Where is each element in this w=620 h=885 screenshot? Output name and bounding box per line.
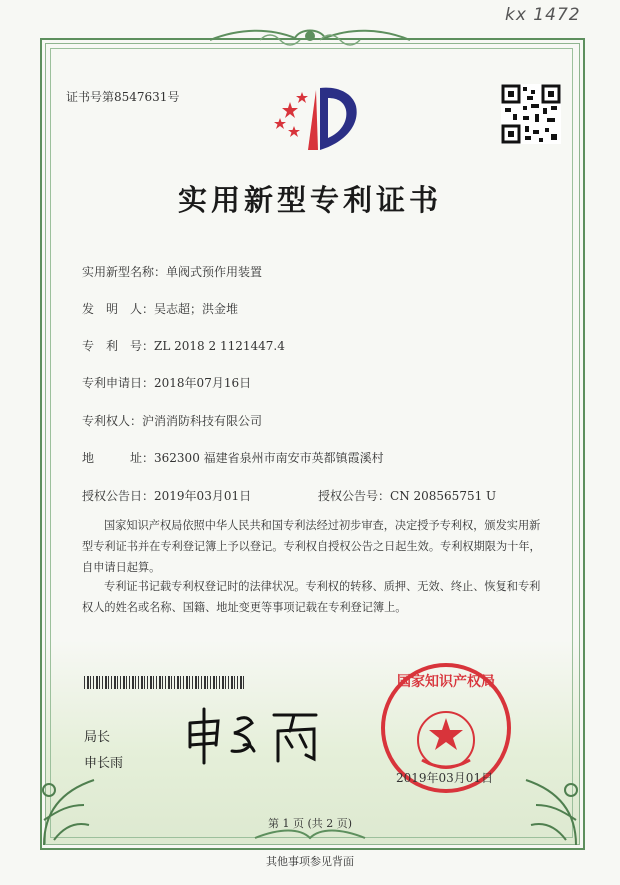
utility-model-name-row (82, 263, 262, 280)
director-signature (182, 705, 342, 767)
handwritten-note: kx 1472 (505, 5, 581, 25)
director-title: 局长 (84, 730, 111, 745)
utility-model-name: 单阀式预作用装置 (166, 265, 263, 279)
field-label: 授权公告号： (318, 489, 391, 503)
patent-number-row (82, 337, 285, 354)
field-label: 专利申请日： (82, 376, 155, 390)
field-label: 实用新型名称： (82, 265, 167, 279)
patent-office-logo-icon (268, 84, 363, 154)
grant-date: 2019年03月01日 (154, 489, 252, 503)
patent-holder: 沪消消防科技有限公司 (142, 414, 263, 428)
grant-statement: 国家知识产权局依照中华人民共和国专利法经过初步审查，决定授予专利权，颁发实用新型专利证书并在专利登记簿上予以登记。专利权自授权公告之日起生效。专利权期限为十年，自申请日起算。 (82, 519, 541, 574)
back-page-note: 其他事项参见背面 (266, 855, 354, 868)
grant-publication-number: CN 208565751 U (390, 489, 497, 503)
certificate-number: 证书号第8547631号 (66, 90, 180, 104)
certificate-title: 实用新型专利证书 (177, 183, 442, 217)
field-label: 发 明 人： (82, 302, 155, 316)
address-row (82, 449, 384, 466)
barcode (84, 676, 244, 689)
application-date-row (82, 374, 251, 391)
patent-number: ZL 2018 2 1121447.4 (154, 339, 285, 353)
field-label: 专 利 号： (82, 339, 155, 353)
qr-code-icon (501, 84, 561, 144)
seal-text: 国家知识产权局 (397, 674, 495, 690)
top-ornament (200, 26, 420, 56)
field-label: 地 址： (82, 451, 155, 465)
patent-holder-row (82, 412, 262, 429)
corner-ornament-right (506, 750, 586, 850)
page-indicator: 第 1 页 (共 2 页) (267, 817, 353, 830)
grant-date-row (82, 487, 251, 504)
inventor-row (82, 300, 238, 317)
address: 362300 福建省泉州市南安市英都镇霞溪村 (154, 451, 384, 465)
application-date: 2018年07月16日 (154, 376, 252, 390)
field-label: 授权公告日： (82, 489, 155, 503)
field-label: 专利权人： (82, 414, 143, 428)
legal-status-note: 专利证书记载专利权登记时的法律状况。专利权的转移、质押、无效、终止、恢复和专利权人的姓名或名称、国籍、地址变更等事项记载在专利登记簿上。 (82, 580, 541, 614)
grant-number-row (318, 487, 496, 504)
inventor-names: 吴志超；洪金堆 (154, 302, 239, 316)
director-name: 申长雨 (84, 756, 124, 771)
seal-date: 2019年03月01日 (396, 771, 494, 785)
